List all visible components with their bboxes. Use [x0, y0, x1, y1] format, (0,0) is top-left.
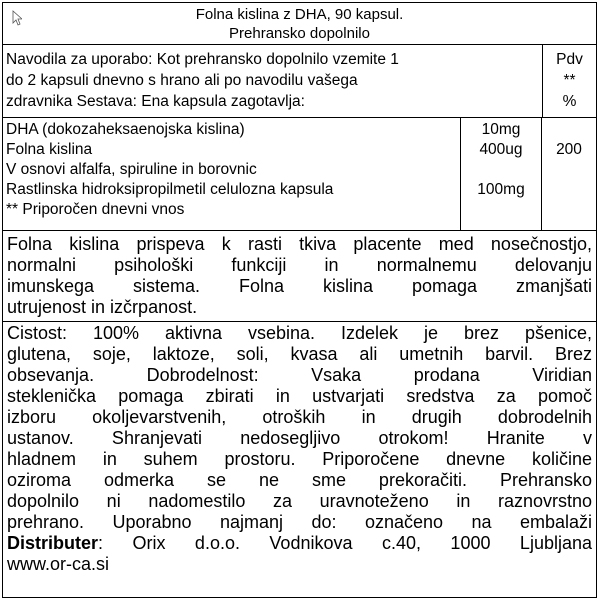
instructions-line: Navodila za uporabo: Kot prehransko dopolnilo vzemite 1 — [6, 51, 399, 68]
ingredient-name: DHA (dokozaheksaenojska kislina) — [6, 121, 245, 138]
product-subtitle: Prehransko dopolnilo — [229, 25, 370, 42]
info-line: Cistost: 100% aktivna vsebina. Izdelek je brez pšenice, — [7, 323, 592, 343]
ingredient-pdv-value — [542, 160, 596, 180]
ingredient-pdv — [542, 118, 596, 230]
ingredient-pdv-value — [542, 180, 596, 200]
ingredient-amount: 400ug — [479, 141, 523, 158]
ingredient-name: V osnovi alfalfa, spiruline in borovnic — [6, 161, 257, 178]
info-line: izboru okoljevarstvenih, otroških in drugih dobrodelnih — [7, 407, 592, 427]
website-link[interactable]: www.or-ca.si — [7, 554, 110, 574]
info-line: dopolnilo ni nadomestilo za uravnoteženo in raznovrstno — [7, 491, 592, 511]
ingredient-amount — [461, 200, 541, 220]
product-title: Folna kislina z DHA, 90 kapsul. — [195, 6, 404, 23]
ingredient-name: ** Priporočen dnevni vnos — [6, 201, 185, 218]
ingredient-amount: 10mg — [481, 121, 521, 138]
info-line: stekleničkа pomaga zbirati in ustvarjati sredstva za pomoč — [7, 386, 592, 406]
composition-table — [2, 117, 597, 231]
distributor-label: Distributer — [7, 533, 99, 553]
pdv-header-line: ** — [563, 72, 576, 89]
ingredient-amounts — [460, 118, 542, 230]
health-claim-box — [2, 230, 597, 322]
distributor-line — [7, 533, 592, 554]
ingredient-names — [6, 120, 456, 220]
info-line: ustanov. Shranjevati nedosegljivo otrokom! Hranite v — [7, 428, 592, 448]
instructions-line: do 2 kapsuli dnevno s hrano ali po navodilu vašega — [6, 72, 358, 89]
claim-line: normalni psihološki funkciji in normalnemu delovanju — [7, 255, 592, 275]
distributor-text: : Orix d.o.o. Vodnikova c.40, 1000 Ljubljana — [98, 533, 592, 553]
instructions-text — [6, 49, 534, 112]
claim-line: utrujenost in izčrpanost. — [7, 297, 198, 317]
claim-line: Folna kislina prispeva k rasti tkiva placente med nosečnostjo, — [7, 234, 592, 254]
ingredient-pdv-value: 200 — [556, 141, 582, 158]
instructions-box — [2, 44, 597, 118]
pdv-header-line: % — [562, 93, 577, 110]
pdv-header — [542, 45, 596, 117]
info-line: obsevanja. Dobrodelnost: Vsaka prodana Viridian — [7, 365, 592, 385]
info-line: glutena, soje, laktoze, soli, kvasa ali umetnih barvil. Brez — [7, 344, 592, 364]
ingredient-amount: 100mg — [477, 181, 525, 198]
info-line: hladnem in suhem prostoru. Priporočene dnevne količine — [7, 449, 592, 469]
title-box — [2, 2, 597, 45]
ingredient-pdv-value — [542, 200, 596, 220]
ingredient-amount — [461, 160, 541, 180]
instructions-line: zdravnika Sestava: Ena kapsula zagotavlja: — [6, 93, 305, 110]
ingredient-pdv-value — [542, 120, 596, 140]
pdv-header-line: Pdv — [556, 51, 583, 68]
product-info-box — [2, 321, 597, 598]
ingredient-name: Rastlinska hidroksipropilmetil celulozna kapsula — [6, 181, 334, 198]
info-line: prehrano. Uporabno najmanj do: označeno na embalaži — [7, 512, 592, 532]
claim-line: imunskega sistema. Folna kislina pomaga zmanjšati — [7, 276, 592, 296]
info-line: oziroma odmerka se ne sme prekoračiti. Prehransko — [7, 470, 592, 490]
ingredient-name: Folna kislina — [6, 141, 93, 158]
